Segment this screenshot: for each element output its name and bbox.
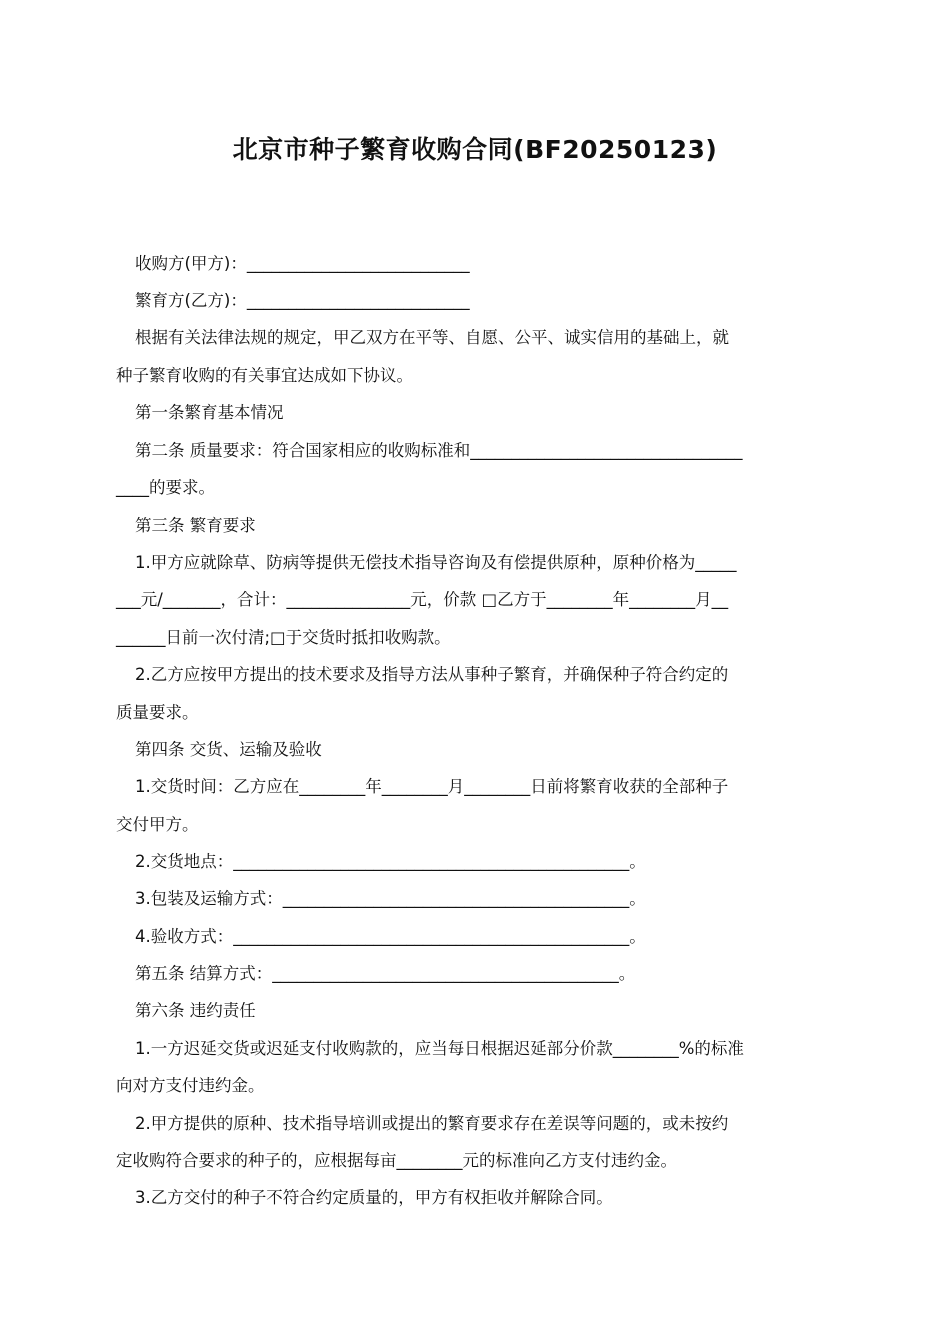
article-3-item-1-line-3: ______日前一次付清;□于交货时抵扣收购款。 — [116, 628, 451, 647]
breeder-party-line: 繁育方(乙方)：___________________________ — [135, 291, 470, 310]
article-2-line-2: ____的要求。 — [116, 478, 215, 497]
article-3-item-1-line-1: 1.甲方应就除草、防病等提供无偿技术指导咨询及有偿提供原种，原种价格为_____ — [135, 553, 737, 572]
article-3-item-2-line-2: 质量要求。 — [116, 703, 199, 722]
article-3-item-2-line-1: 2.乙方应按甲方提出的技术要求及指导方法从事种子繁育，并确保种子符合约定的 — [135, 665, 729, 684]
article-4-item-3: 3.包装及运输方式：__________________________________________。 — [135, 889, 646, 908]
article-3-heading: 第三条 繁育要求 — [135, 516, 256, 535]
buyer-party-line: 收购方(甲方)：___________________________ — [135, 254, 470, 273]
article-4-item-1-line-2: 交付甲方。 — [116, 815, 199, 834]
article-6-item-1-line-2: 向对方支付违约金。 — [116, 1076, 265, 1095]
article-6-item-3: 3.乙方交付的种子不符合约定质量的，甲方有权拒收并解除合同。 — [135, 1188, 613, 1207]
article-4-item-4: 4.验收方式：________________________________________________。 — [135, 927, 646, 946]
article-1-heading: 第一条繁育基本情况 — [135, 403, 284, 422]
article-4-heading: 第四条 交货、运输及验收 — [135, 740, 322, 759]
article-4-item-1-line-1: 1.交货时间：乙方应在________年________月________日前将繁育收获的全部种子 — [135, 777, 729, 796]
article-6-item-1-line-1: 1.一方迟延交货或迟延支付收购款的，应当每日根据迟延部分价款________%的标准 — [135, 1039, 744, 1058]
article-6-heading: 第六条 违约责任 — [135, 1001, 256, 1020]
article-4-item-2: 2.交货地点：________________________________________________。 — [135, 852, 646, 871]
preamble-line-2: 种子繁育收购的有关事宜达成如下协议。 — [116, 366, 413, 385]
article-5-line: 第五条 结算方式：__________________________________________。 — [135, 964, 636, 983]
article-2-line-1: 第二条 质量要求：符合国家相应的收购标准和_________________________________ — [135, 441, 743, 460]
contract-title: 北京市种子繁育收购合同(BF20250123) — [232, 135, 718, 164]
article-6-item-2-line-2: 定收购符合要求的种子的，应根据每亩________元的标准向乙方支付违约金。 — [116, 1151, 677, 1170]
preamble-line-1: 根据有关法律法规的规定，甲乙双方在平等、自愿、公平、诚实信用的基础上，就 — [135, 328, 729, 347]
article-3-item-1-line-2: ___元/_______，合计：_______________元，价款 □乙方于________年________月__ — [116, 590, 729, 609]
article-6-item-2-line-1: 2.甲方提供的原种、技术指导培训或提出的繁育要求存在差误等问题的，或未按约 — [135, 1114, 729, 1133]
